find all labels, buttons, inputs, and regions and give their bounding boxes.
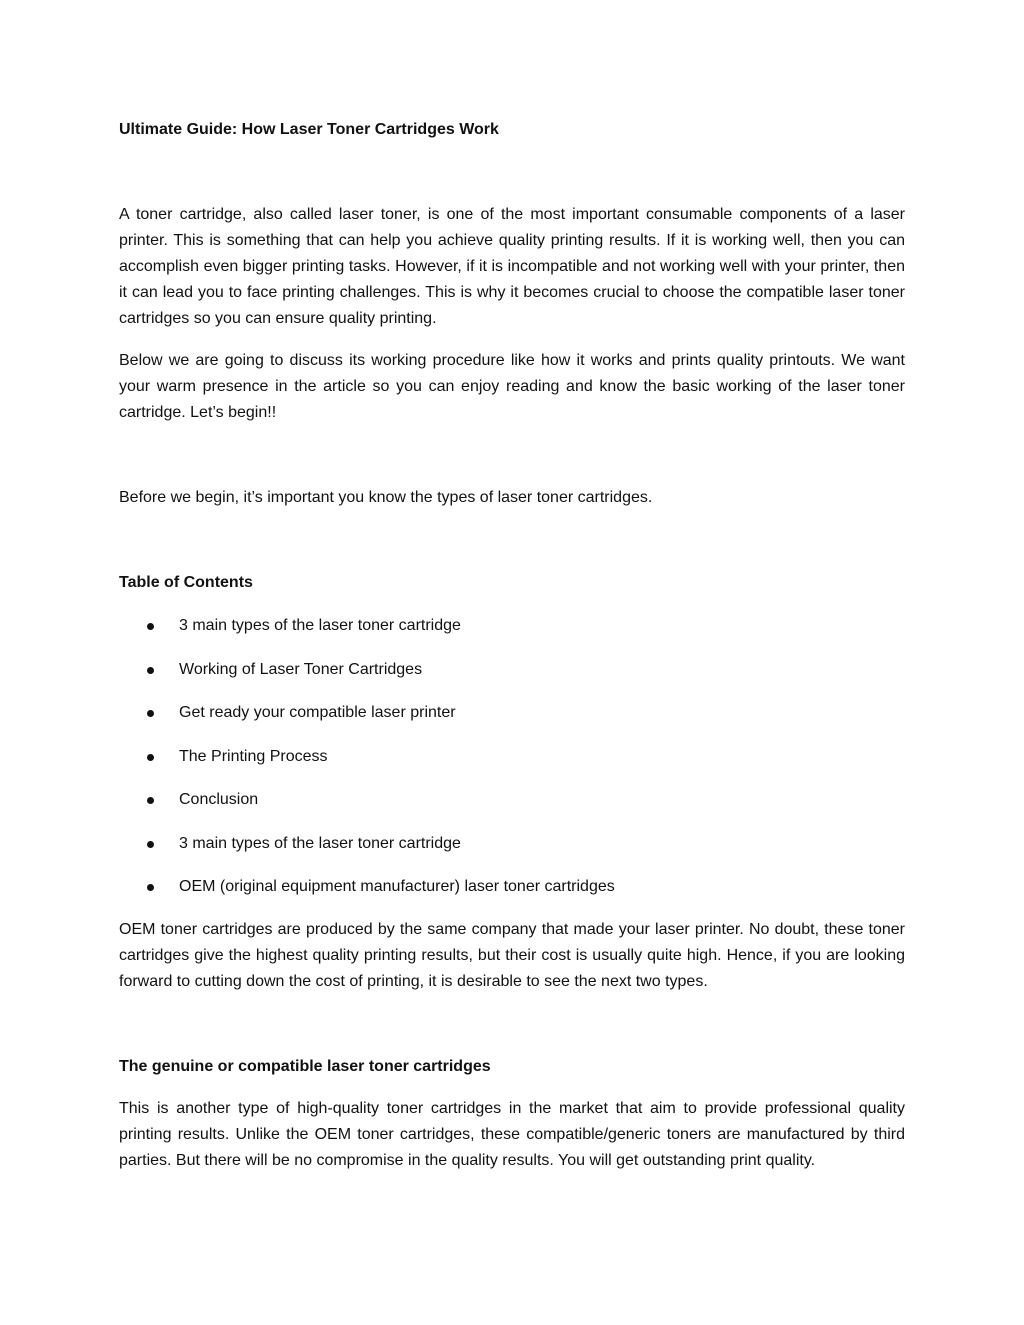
section-heading-compatible: The genuine or compatible laser toner cartridges [119,1058,491,1075]
toc-item-label: Working of Laser Toner Cartridges [179,661,423,678]
discussion-paragraph: Below we are going to discuss its working procedure like how it works and prints quality printouts. We want your warm presence in the article so you can enjoy reading and know the basic working of the laser toner cartridge. Let’s begin!! [119,352,905,421]
toc-item-label: The Printing Process [179,748,328,765]
toc-item-get-ready [179,703,456,723]
toc-heading: Table of Contents [119,574,253,591]
bullet-icon [147,754,154,761]
toc-item-label: Conclusion [179,791,259,808]
toc-item-printing-process [179,747,328,767]
oem-paragraph: OEM toner cartridges are produced by the same company that made your laser printer. No doubt, these toner cartridges give the highest quality printing results, but their cost is usually quite high. Hence, if you are looking forward to cutting down the cost of printing, it is desirable to see the next two types. [119,921,905,990]
toc-item-label: OEM (original equipment manufacturer) laser toner cartridges [179,878,615,895]
bullet-icon [147,667,154,674]
bullet-icon [147,884,154,891]
toc-item-label: 3 main types of the laser toner cartridge [179,617,461,634]
toc-item-main-types-repeat [179,834,461,854]
toc-item-oem [179,877,615,897]
document-title: Ultimate Guide: How Laser Toner Cartridges Work [119,121,499,138]
bullet-icon [147,623,154,630]
compatible-paragraph: This is another type of high-quality toner cartridges in the market that aim to provide professional quality printing results. Unlike the OEM toner cartridges, these compatible/generic toners are manufactured by third parties. But there will be no compromise in the quality results. You will get outstanding print quality. [119,1100,905,1169]
toc-item-conclusion [179,790,258,810]
intro-paragraph: A toner cartridge, also called laser toner, is one of the most important consumable components of a laser printer. This is something that can help you achieve quality printing results. If it is working well, then you can accomplish even bigger printing tasks. However, if it is incompatible and not working well with your printer, then it can lead you to face printing challenges. This is why it becomes crucial to choose the compatible laser toner cartridges so you can ensure quality printing. [119,206,905,327]
bullet-icon [147,797,154,804]
toc-item-label: Get ready your compatible laser printer [179,704,456,721]
before-begin-paragraph: Before we begin, it’s important you know the types of laser toner cartridges. [119,489,653,506]
bullet-icon [147,841,154,848]
toc-item-label: 3 main types of the laser toner cartridge [179,835,461,852]
toc-item-working [179,660,422,680]
bullet-icon [147,710,154,717]
toc-item-main-types [179,616,461,636]
